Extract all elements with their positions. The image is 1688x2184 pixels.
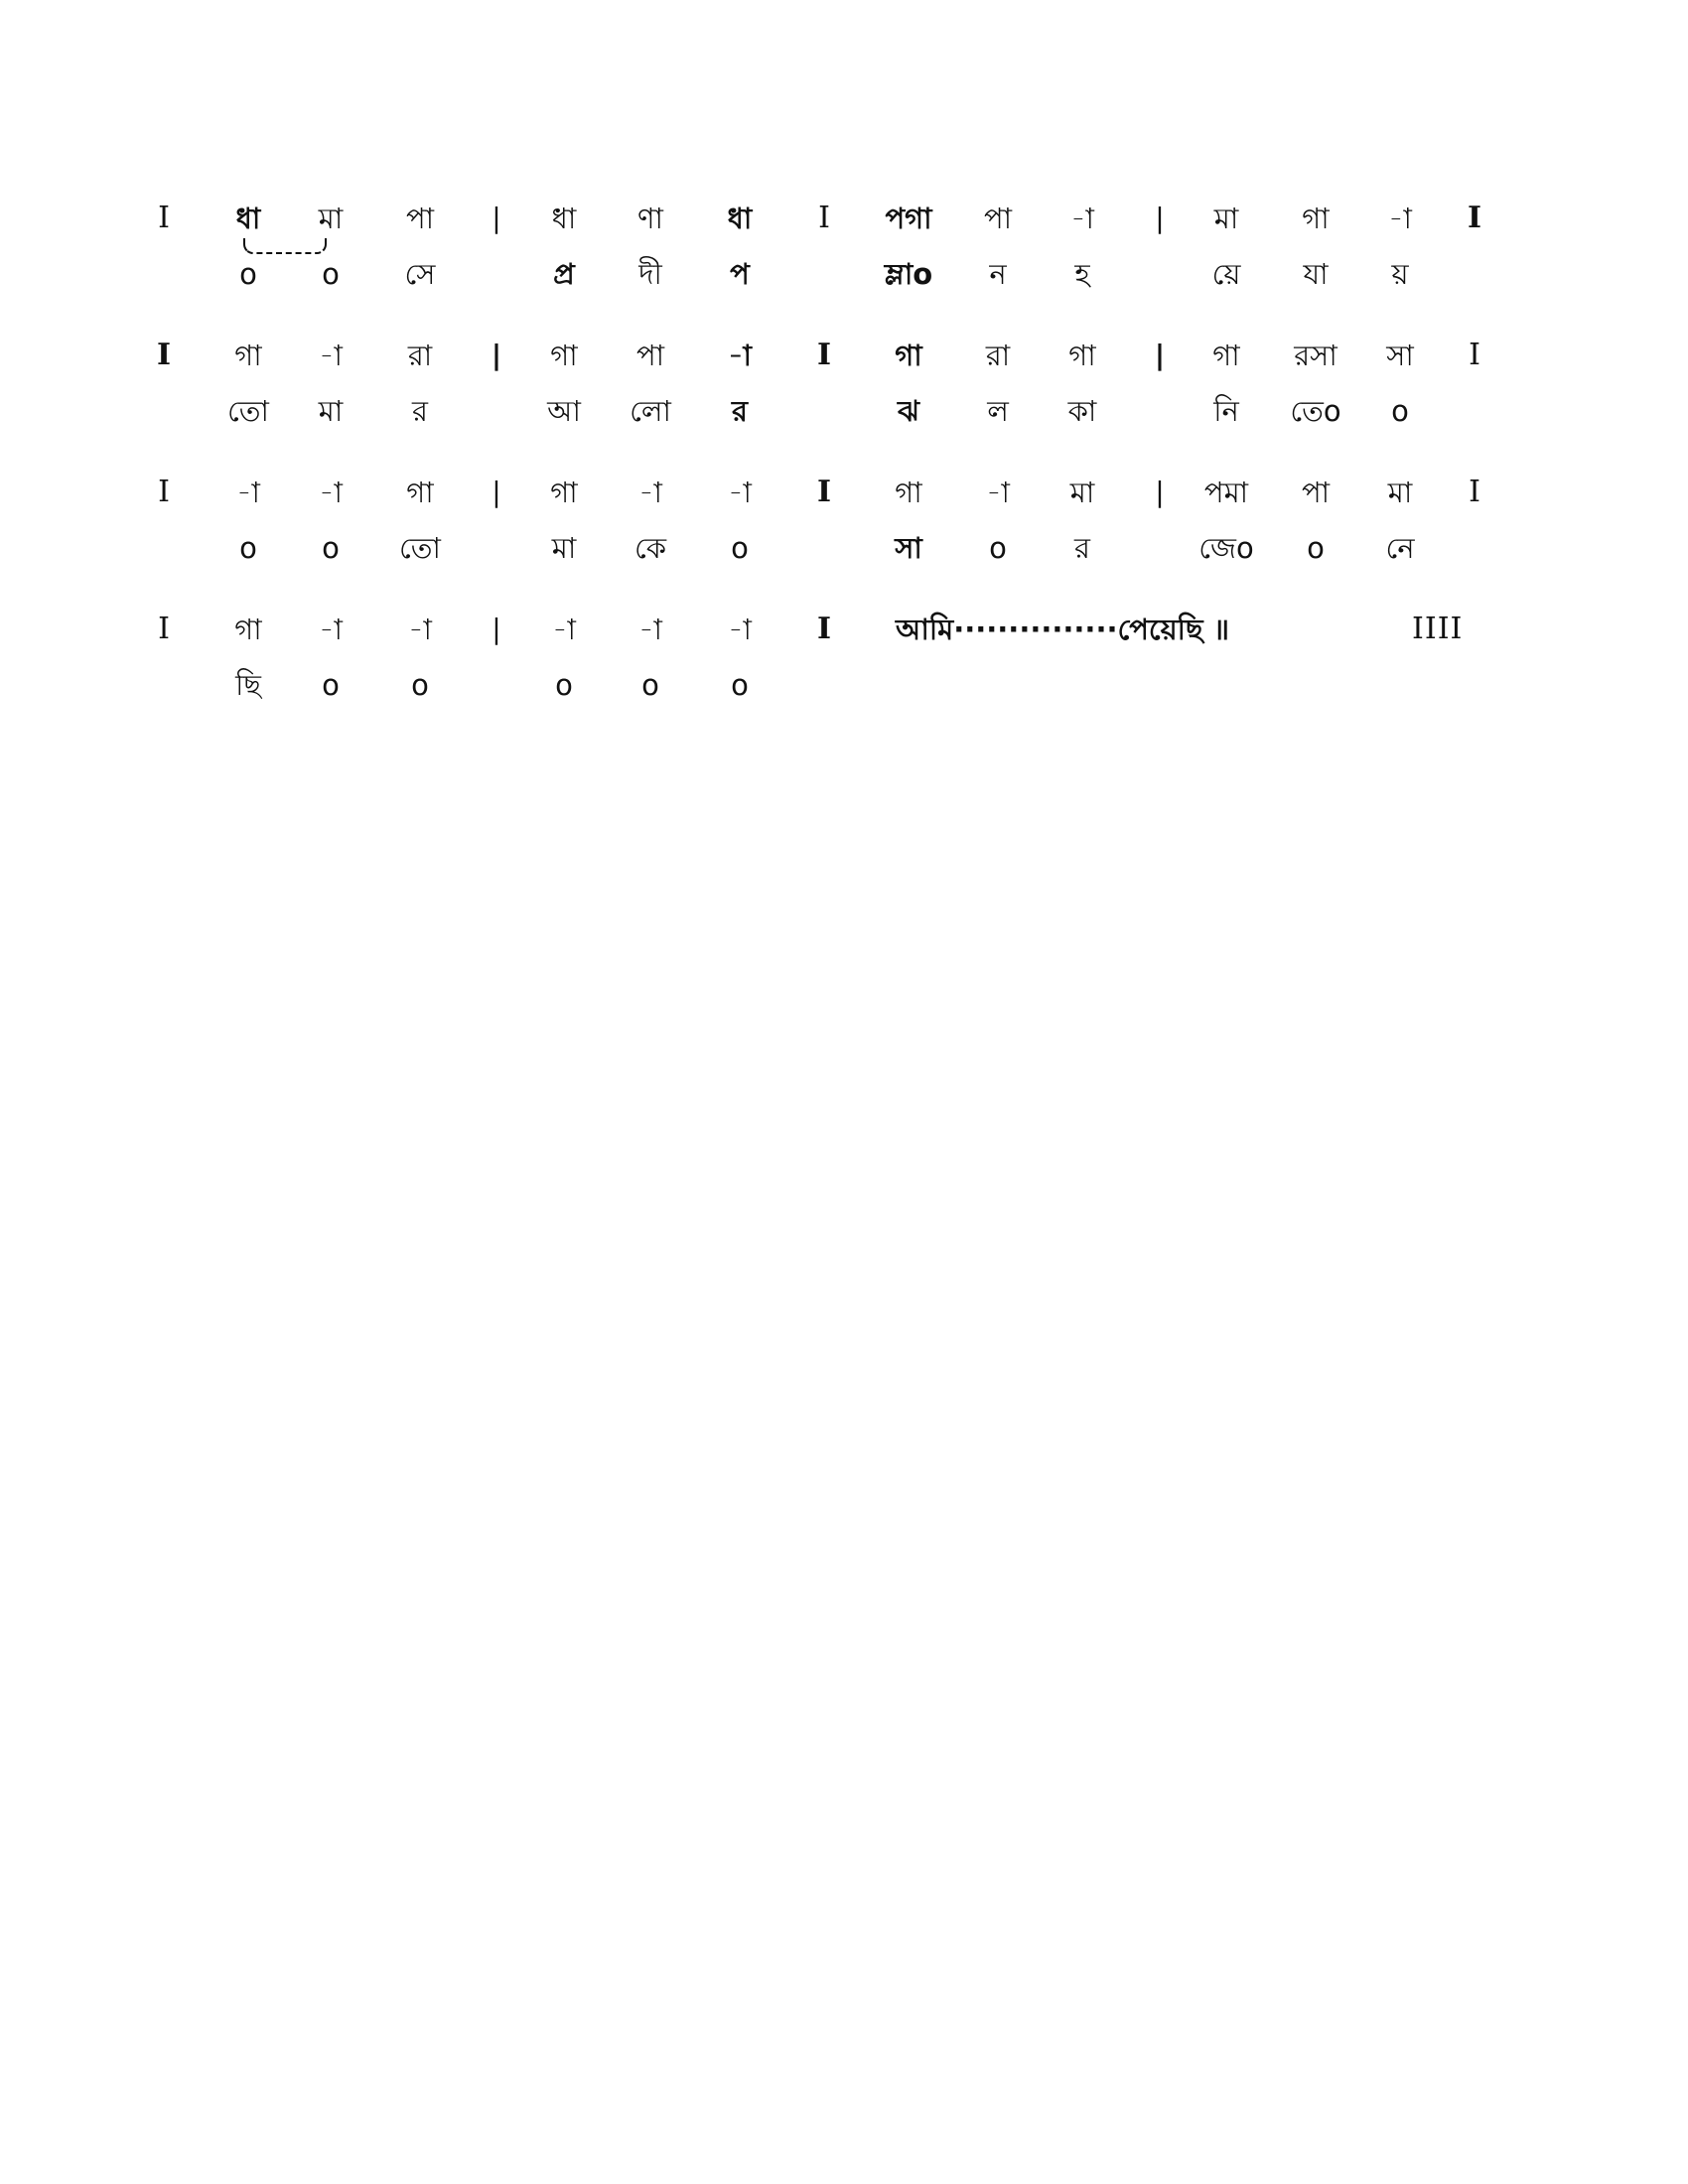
- swara-note: মা: [1387, 476, 1413, 509]
- lyric-syllable: তো: [399, 531, 441, 565]
- lyric-syllable: য়ে: [1211, 257, 1241, 291]
- lyric-syllable: আ: [547, 394, 581, 428]
- lyric-syllable: ঝ: [898, 394, 919, 428]
- swara-note: রসা: [1294, 339, 1337, 372]
- swara-note: মা: [1213, 202, 1239, 235]
- notation-system-2: [149, 336, 1489, 473]
- swara-note: পগা: [885, 202, 932, 235]
- lyric-syllable: মা: [551, 531, 577, 565]
- bar-line-double: I: [816, 338, 832, 372]
- meend-slur: [243, 238, 327, 254]
- swara-note: গা: [406, 476, 434, 509]
- swara-note: পমা: [1203, 476, 1249, 509]
- swara-row: [149, 336, 1489, 391]
- lyric-syllable: o: [989, 531, 1007, 565]
- swara-note: গা: [1212, 339, 1240, 372]
- lyric-syllable: ম্লাo: [884, 257, 933, 291]
- final-bar-line: IIII: [1412, 612, 1464, 646]
- bar-line-double: I: [156, 338, 172, 372]
- notation-system-4: [149, 610, 1489, 747]
- swara-note: -া: [728, 476, 752, 509]
- swara-note: -া: [1070, 202, 1094, 235]
- swara-note: -া: [236, 476, 260, 509]
- lyric-syllable: o: [1391, 394, 1409, 428]
- swara-note: ণা: [637, 202, 663, 235]
- lyric-syllable: o: [322, 668, 340, 702]
- lyric-syllable: য়: [1391, 257, 1409, 291]
- swara-note: -া: [319, 613, 343, 646]
- lyric-syllable: o: [239, 257, 257, 291]
- lyric-syllable: র: [412, 394, 428, 428]
- lyric-syllable: o: [731, 531, 749, 565]
- lyric-syllable: যা: [1303, 257, 1329, 291]
- swara-note: পা: [405, 202, 435, 235]
- bar-line-single: |: [492, 613, 501, 645]
- bar-line-double: I: [158, 475, 170, 509]
- lyric-syllable: মা: [318, 394, 344, 428]
- swara-note: মা: [1069, 476, 1095, 509]
- bar-line-double: I: [158, 201, 170, 235]
- lyric-row: [149, 391, 1489, 447]
- bar-line-single: |: [492, 476, 501, 508]
- lyric-row: [149, 254, 1489, 310]
- lyric-syllable: নে: [1385, 531, 1415, 565]
- bar-line-single: |: [492, 202, 501, 234]
- lyric-syllable: সা: [895, 531, 922, 565]
- lyric-syllable: o: [1307, 531, 1325, 565]
- lyric-syllable: ল: [987, 394, 1009, 428]
- bar-line-double: I: [1467, 201, 1482, 235]
- bar-line-double: I: [816, 612, 832, 646]
- swara-note: -া: [638, 613, 662, 646]
- lyric-syllable: ন: [989, 257, 1007, 291]
- bar-line-double: I: [1469, 475, 1480, 509]
- swara-note: -া: [1388, 202, 1412, 235]
- swara-note: রা: [407, 339, 433, 372]
- lyric-syllable: র: [1074, 531, 1090, 565]
- swara-note: সা: [1386, 339, 1414, 372]
- swara-note: -া: [638, 476, 662, 509]
- swara-note: গা: [1068, 339, 1096, 372]
- bar-line-single: |: [1155, 476, 1165, 508]
- swara-note: -া: [408, 613, 432, 646]
- swara-note: ধা: [727, 202, 753, 235]
- swara-note: পা: [635, 339, 665, 372]
- lyric-syllable: কে: [633, 531, 667, 565]
- lyric-syllable: o: [731, 668, 749, 702]
- lyric-syllable: তেo: [1290, 394, 1341, 428]
- swara-note: -া: [728, 613, 752, 646]
- lyric-syllable: কা: [1067, 394, 1097, 428]
- lyric-syllable: সে: [404, 257, 436, 291]
- swara-note: -া: [319, 476, 343, 509]
- refrain-return-text: আমি···············পেয়েছি ॥: [896, 613, 1230, 646]
- lyric-syllable: জেo: [1198, 531, 1254, 565]
- swara-row: [149, 473, 1489, 528]
- lyric-syllable: তো: [227, 394, 269, 428]
- swara-note: গা: [234, 613, 262, 646]
- swara-note: গা: [234, 339, 262, 372]
- swara-note: পা: [983, 202, 1013, 235]
- swara-note: পা: [1301, 476, 1331, 509]
- swara-note: গা: [550, 476, 578, 509]
- bar-line-single: |: [1154, 339, 1166, 371]
- lyric-syllable: র: [732, 394, 748, 428]
- bar-line-single: |: [1155, 202, 1165, 234]
- lyric-syllable: o: [411, 668, 429, 702]
- notation-system-3: [149, 473, 1489, 610]
- bar-line-single: |: [491, 339, 502, 371]
- lyric-syllable: o: [322, 531, 340, 565]
- swara-note: গা: [895, 476, 922, 509]
- lyric-syllable: হ: [1074, 257, 1090, 291]
- swara-note: ধা: [235, 202, 261, 235]
- bar-line-double: I: [158, 612, 170, 646]
- lyric-syllable: o: [641, 668, 659, 702]
- swara-note: রা: [985, 339, 1011, 372]
- swara-note: গা: [895, 339, 922, 372]
- swara-note: গা: [550, 339, 578, 372]
- lyric-syllable: ছি: [235, 668, 261, 702]
- swara-row: [149, 610, 1489, 665]
- lyric-syllable: দী: [638, 257, 662, 291]
- swara-note: -া: [319, 339, 343, 372]
- swara-note: -া: [986, 476, 1010, 509]
- swara-note: -া: [728, 339, 752, 372]
- lyric-row: [149, 665, 1489, 721]
- notation-system-1: [149, 199, 1489, 336]
- lyric-syllable: o: [239, 531, 257, 565]
- swara-row: [149, 199, 1489, 254]
- swara-note: গা: [1302, 202, 1330, 235]
- swara-note: -া: [552, 613, 576, 646]
- lyric-syllable: প: [730, 257, 750, 291]
- lyric-row: [149, 528, 1489, 584]
- lyric-syllable: লো: [630, 394, 671, 428]
- lyric-syllable: o: [555, 668, 573, 702]
- bar-line-double: I: [816, 475, 832, 509]
- lyric-syllable: প্র: [553, 257, 575, 291]
- swaralipi-notation: [149, 199, 1489, 747]
- lyric-syllable: o: [322, 257, 340, 291]
- bar-line-double: I: [818, 201, 830, 235]
- bar-line-double: I: [1469, 338, 1480, 372]
- swara-note: মা: [318, 202, 344, 235]
- swara-note: ধা: [551, 202, 577, 235]
- lyric-syllable: নি: [1213, 394, 1239, 428]
